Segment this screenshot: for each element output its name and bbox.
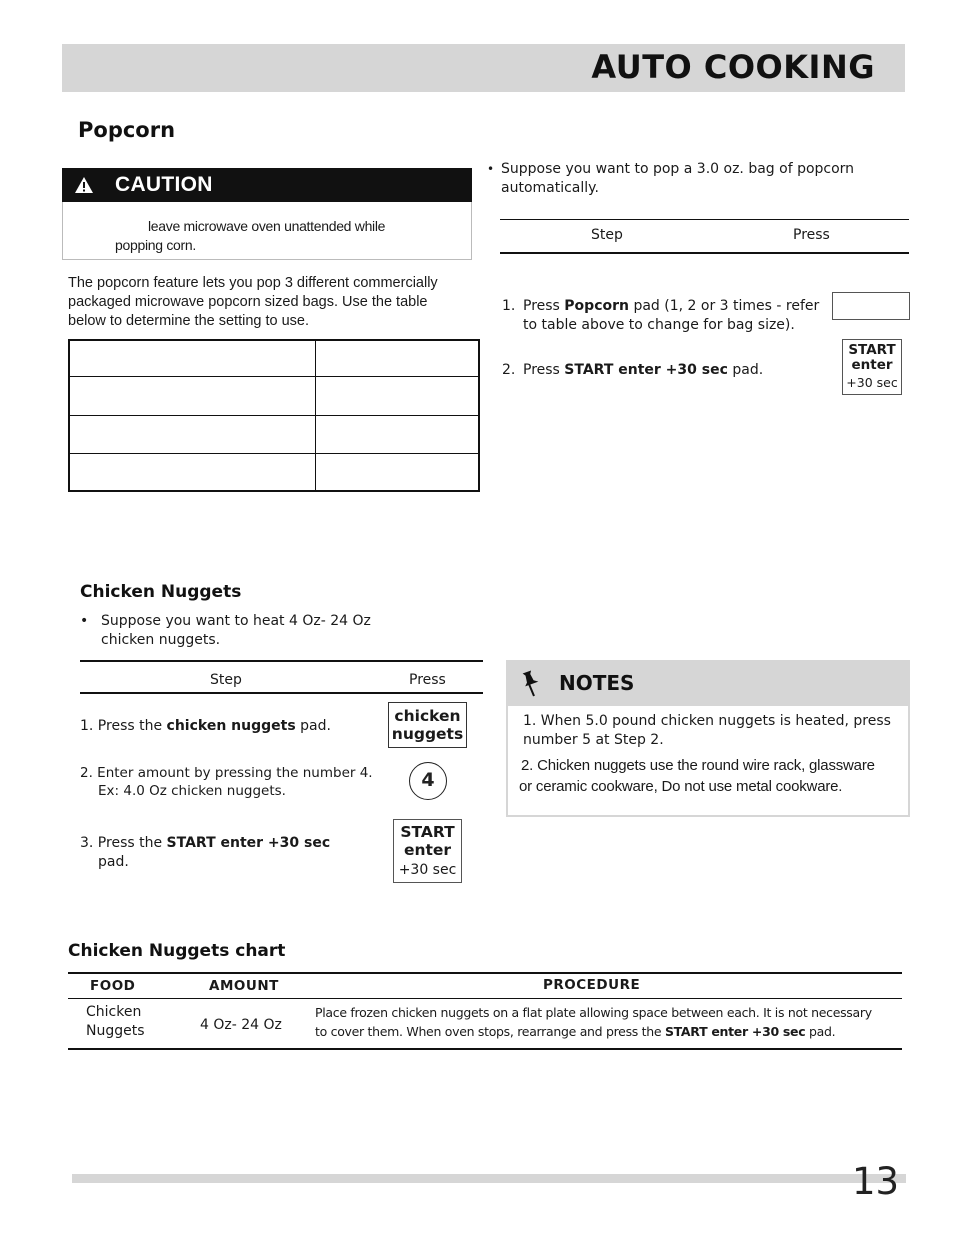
popcorn-col-press: Press: [793, 227, 830, 243]
col-food: FOOD: [90, 978, 136, 994]
caution-label: CAUTION: [115, 173, 213, 196]
nuggets-col-step: Step: [210, 672, 242, 688]
chart-heading: Chicken Nuggets chart: [68, 941, 286, 961]
popcorn-example: • Suppose you want to pop a 3.0 oz. bag of popcorn automatically.: [487, 161, 855, 196]
bullet: •: [80, 613, 89, 629]
col-amount: AMOUNT: [209, 978, 279, 994]
number-4-button[interactable]: 4: [409, 762, 447, 800]
notes-header: [506, 660, 910, 706]
divider: [80, 660, 483, 662]
nuggets-heading: Chicken Nuggets: [80, 582, 242, 602]
food-cell: Chicken Nuggets: [86, 1004, 145, 1039]
page-header: [62, 44, 905, 92]
divider: [500, 219, 909, 220]
popcorn-step-2: 2. Press START enter +30 sec pad.: [502, 362, 764, 378]
notes-label: NOTES: [559, 671, 635, 695]
nuggets-bullet: • Suppose you want to heat 4 Oz- 24 Oz chicken nuggets.: [80, 613, 371, 648]
chicken-nuggets-button[interactable]: chicken nuggets: [388, 702, 467, 748]
warning-icon: [74, 176, 94, 194]
procedure-cell: Place frozen chicken nuggets on a flat plate allowing space between each. It is not necessary to cover them. When oven stops, rearrange and press the START enter +30 sec pad.: [315, 1005, 872, 1039]
popcorn-bag-table: [68, 339, 480, 492]
popcorn-intro: The popcorn feature lets you pop 3 different commercially packaged microwave popcorn sized bags. Use the table below to determine the setting to use.: [68, 275, 438, 329]
nuggets-step-3: 3. Press the START enter +30 sec pad.: [80, 835, 331, 870]
popcorn-pad[interactable]: [832, 292, 910, 320]
nuggets-col-press: Press: [409, 672, 446, 688]
start-button[interactable]: START enter +30 sec: [842, 339, 902, 395]
divider: [500, 252, 909, 254]
caution-text: leave microwave oven unattended while popping corn.: [115, 218, 386, 253]
popcorn-step-1: 1. Press Popcorn pad (1, 2 or 3 times - refer to table above to change for bag size).: [502, 298, 820, 333]
start-button[interactable]: START enter +30 sec: [393, 819, 462, 883]
page-title: AUTO COOKING: [591, 48, 875, 86]
nuggets-chart-table: [68, 972, 902, 1050]
divider: [80, 692, 483, 694]
caution-banner: [62, 168, 472, 202]
page-number: 13: [852, 1160, 900, 1203]
nuggets-step-1: 1. Press the chicken nuggets pad.: [80, 718, 331, 734]
footer-bar: [72, 1174, 906, 1183]
bullet: •: [487, 162, 495, 176]
note-1: 1. When 5.0 pound chicken nuggets is heated, press number 5 at Step 2.: [523, 713, 891, 748]
col-procedure: PROCEDURE: [543, 977, 641, 993]
pushpin-icon: [520, 669, 542, 697]
amount-cell: 4 Oz- 24 Oz: [200, 1017, 282, 1033]
popcorn-heading: Popcorn: [78, 118, 176, 142]
popcorn-col-step: Step: [591, 227, 623, 243]
note-2: 2. Chicken nuggets use the round wire rack, glassware or ceramic cookware, Do not use metal cookware.: [519, 757, 875, 795]
nuggets-step-2: 2. Enter amount by pressing the number 4. Ex: 4.0 Oz chicken nuggets.: [80, 765, 373, 799]
